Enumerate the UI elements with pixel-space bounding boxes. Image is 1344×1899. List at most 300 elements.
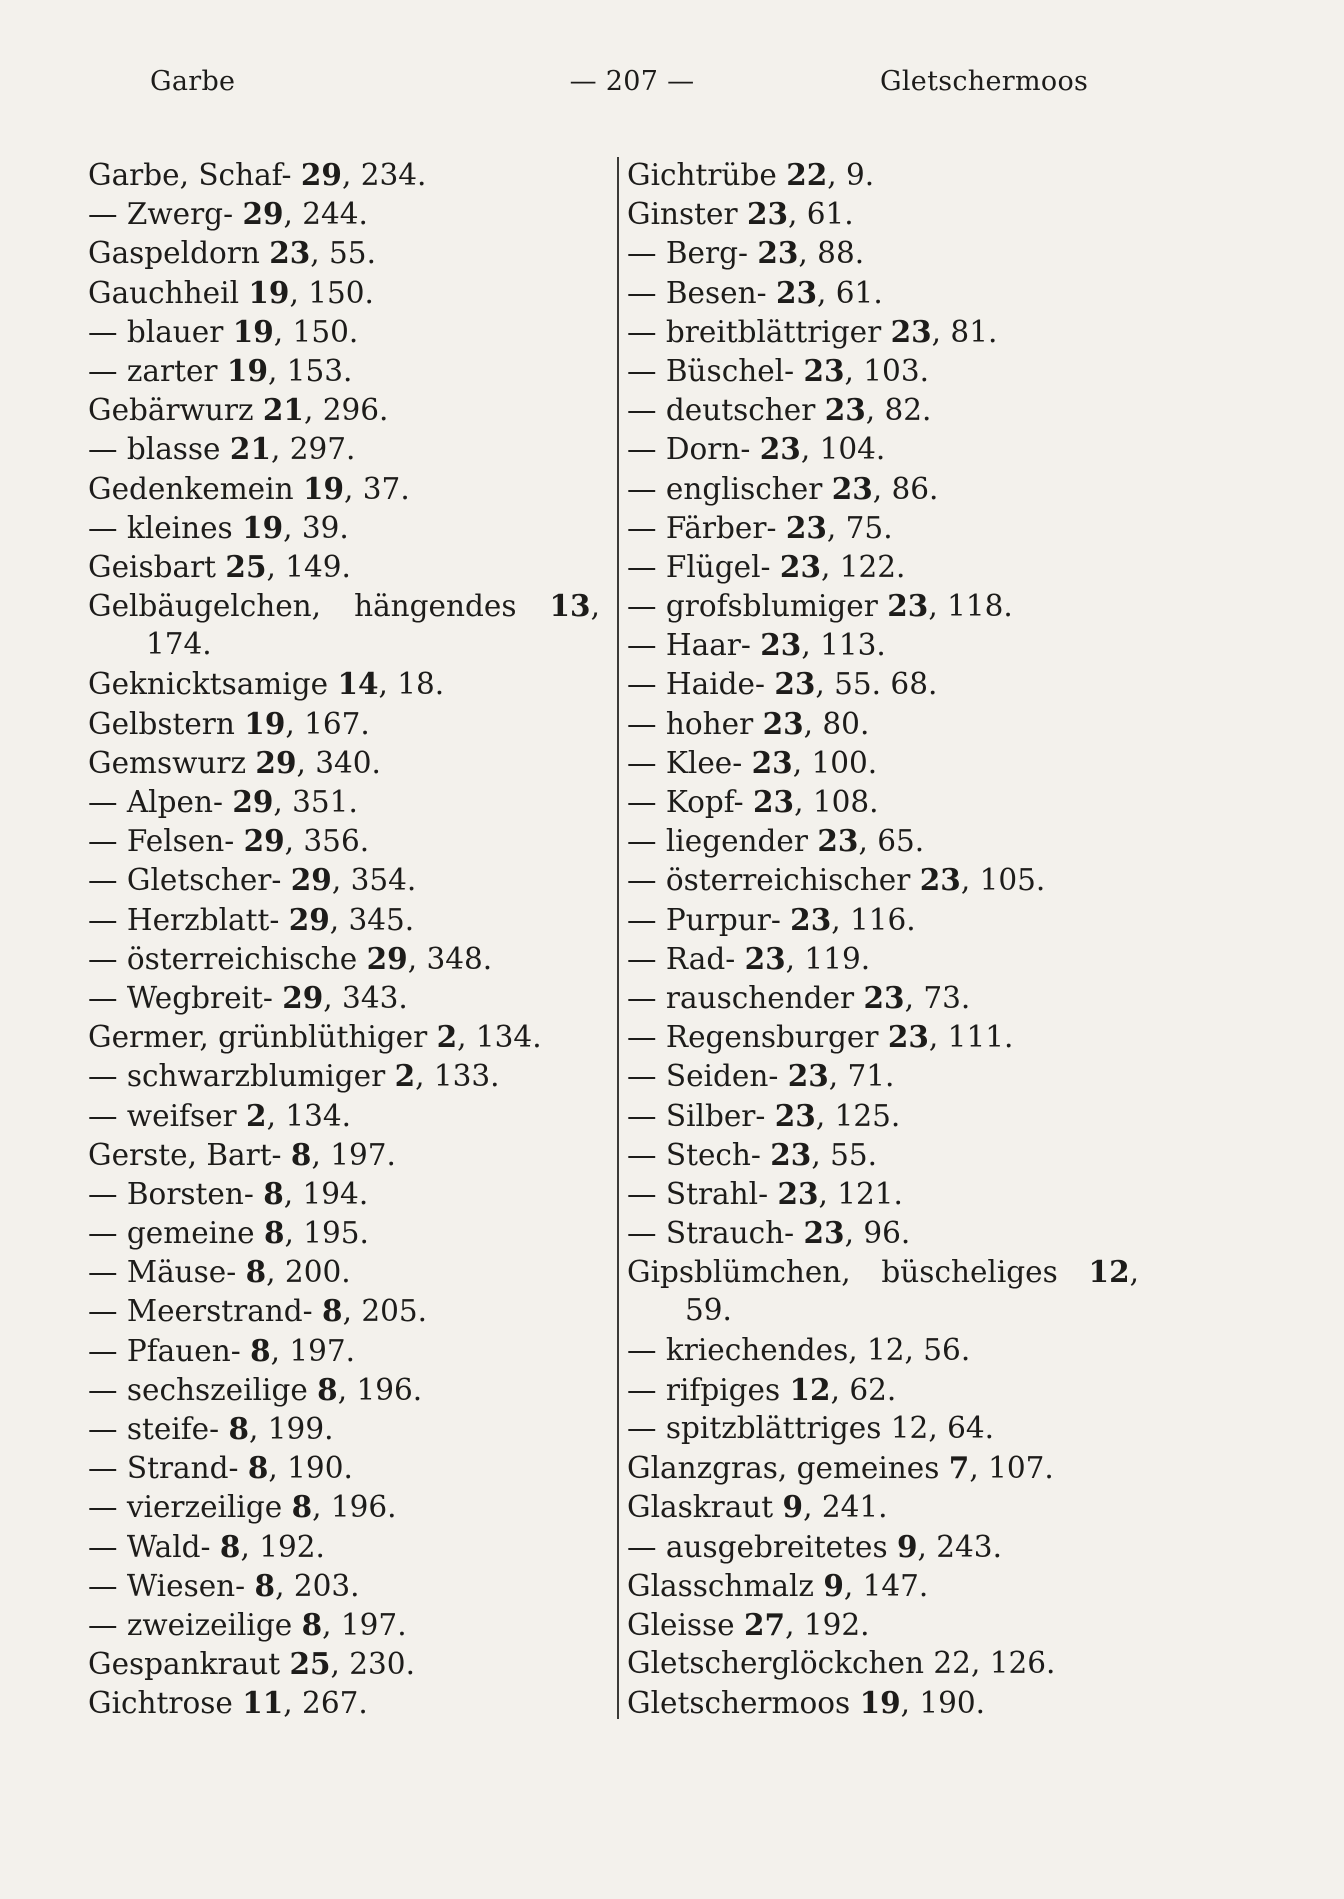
entry-volume: 23 <box>803 1215 845 1251</box>
entry-volume: 8 <box>301 1606 323 1642</box>
index-entry <box>88 1213 608 1252</box>
entry-name: — österreichische <box>88 941 358 976</box>
entry-name: — ausgebreitetes <box>627 1529 888 1564</box>
entry-volume: 29 <box>300 157 342 192</box>
index-entry <box>88 743 608 782</box>
entry-name: — vierzeilige <box>88 1490 283 1525</box>
entry-name: — Herzblatt- <box>88 902 280 937</box>
entry-page: , 75. <box>826 510 893 545</box>
entry-name: — kriechendes, <box>627 1332 858 1367</box>
entry-volume: 29 <box>366 940 408 976</box>
entry-page: 59. <box>685 1293 732 1328</box>
entry-name: Gletschermoos <box>627 1686 851 1721</box>
entry-volume: 29 <box>243 823 285 859</box>
entry-page: , 241. <box>803 1490 888 1525</box>
entry-name: — Färber- <box>627 510 777 545</box>
entry-volume: 13 <box>549 588 591 624</box>
entry-page: , 73. <box>904 980 971 1015</box>
entry-page: , 107. <box>969 1451 1054 1486</box>
entry-name: — sechszeilige <box>88 1372 308 1407</box>
entry-name: — Gletscher- <box>88 863 282 898</box>
index-entry <box>88 233 608 272</box>
entry-name: — schwarzblumiger <box>88 1059 386 1094</box>
column-divider <box>617 157 619 1719</box>
entry-page: , 61. <box>817 275 883 310</box>
entry-name: — Silber- <box>627 1098 766 1133</box>
entry-name: Gipsblümchen, büscheliges <box>627 1255 1058 1290</box>
entry-name: — zarter <box>88 353 218 388</box>
entry-name: Geknicktsamige <box>88 667 329 702</box>
entry-page: , 81. <box>931 314 998 349</box>
entry-page: , 55. <box>310 236 376 271</box>
entry-volume: 29 <box>232 784 274 819</box>
entry-name: — Haide- <box>627 667 765 702</box>
entry-name: — Strahl- <box>627 1176 769 1211</box>
entry-volume: 11 <box>242 1685 284 1721</box>
index-column-left <box>88 155 608 1723</box>
entry-name: — zweizeilige <box>88 1607 293 1642</box>
entry-volume: 23 <box>269 235 311 271</box>
entry-page: , <box>590 589 600 624</box>
index-entry <box>88 939 608 978</box>
entry-name: — Wegbreit- <box>88 980 273 1015</box>
entry-page: , 61. <box>788 197 854 232</box>
entry-name: — Haar- <box>627 628 751 663</box>
entry-page: , 86. <box>872 471 939 506</box>
index-entry <box>627 547 1147 586</box>
entry-page: , 243. <box>917 1529 1002 1564</box>
entry-volume: 23 <box>803 352 845 388</box>
index-entry <box>88 1644 608 1683</box>
entry-page: , 96. <box>844 1216 911 1251</box>
entry-name: — Büschel- <box>627 353 795 388</box>
entry-page: , 340. <box>296 745 381 780</box>
entry-page: , 234. <box>341 158 427 192</box>
index-entry <box>88 1017 608 1056</box>
entry-name: Gleisse <box>627 1607 735 1642</box>
entry-page: , 64. <box>928 1411 994 1445</box>
index-column-right <box>627 155 1147 1723</box>
entry-name: Gerste, Bart- <box>88 1137 282 1172</box>
index-entry <box>88 1605 608 1644</box>
index-entry <box>627 939 1147 978</box>
entry-volume: 9 <box>823 1567 844 1603</box>
index-entry <box>88 1566 608 1605</box>
index-entry <box>88 194 608 233</box>
entry-page: , 205. <box>342 1294 428 1329</box>
entry-page: , 296. <box>303 393 389 428</box>
index-entry <box>627 1487 1147 1526</box>
entry-page: , 149. <box>266 549 351 584</box>
index-entry <box>627 743 1147 782</box>
entry-volume: 23 <box>774 1097 816 1133</box>
entry-page: , 244. <box>283 197 368 232</box>
index-entry <box>627 508 1147 547</box>
entry-volume: 23 <box>887 1019 929 1055</box>
entry-volume: 23 <box>817 823 859 859</box>
index-entry <box>88 429 608 468</box>
entry-page: , 190. <box>268 1451 353 1486</box>
entry-name: — Felsen- <box>88 824 235 859</box>
entry-page: , 111. <box>928 1020 1014 1055</box>
entry-page: , 116. <box>831 902 916 937</box>
entry-name: — Meerstrand- <box>88 1294 313 1329</box>
index-entry <box>627 1683 1147 1722</box>
entry-name: — Besen- <box>627 275 767 310</box>
entry-page: , 230. <box>330 1647 415 1682</box>
entry-volume: 23 <box>919 862 961 898</box>
index-entry <box>88 664 608 703</box>
running-head-left: Garbe <box>150 66 236 97</box>
entry-page: , 121. <box>818 1176 903 1211</box>
index-entry <box>88 1487 608 1526</box>
entry-name: Glanzgras, gemeines <box>627 1451 940 1486</box>
entry-name: — hoher <box>627 706 754 741</box>
entry-name: — Pfauen- <box>88 1333 241 1368</box>
index-entry <box>627 1527 1147 1566</box>
entry-name: — weifser <box>88 1098 237 1133</box>
index-entry <box>88 625 608 664</box>
entry-volume: 19 <box>226 352 268 388</box>
entry-page: , 354. <box>331 863 417 898</box>
entry-page: , 82. <box>865 393 932 428</box>
entry-volume: 23 <box>744 940 786 976</box>
index-entry <box>88 704 608 743</box>
entry-page: , 71. <box>828 1059 895 1094</box>
page-number: — 207 — <box>569 66 695 97</box>
entry-page: , 192. <box>240 1529 325 1564</box>
entry-page: , 103. <box>844 353 929 388</box>
entry-page: , 153. <box>267 353 353 388</box>
entry-page: , 9. <box>827 158 875 192</box>
entry-name: — blasse <box>88 432 221 467</box>
entry-name: Gebärwurz <box>88 393 254 428</box>
entry-name: Gelbstern <box>88 706 235 741</box>
entry-page: , 199. <box>249 1412 334 1446</box>
index-entry <box>88 390 608 429</box>
index-entry <box>88 312 608 351</box>
entry-name: Gichtrübe <box>627 158 777 192</box>
entry-name: Gaspeldorn <box>88 236 260 271</box>
entry-volume: 12 <box>890 1411 929 1445</box>
index-entry <box>88 1291 608 1330</box>
entry-volume: 7 <box>948 1450 970 1486</box>
index-entry <box>627 351 1147 390</box>
entry-volume: 8 <box>317 1371 338 1407</box>
entry-volume: 29 <box>288 901 330 937</box>
entry-page: , 134. <box>266 1098 352 1133</box>
entry-page: , 167. <box>285 706 370 741</box>
entry-name: Glaskraut <box>627 1490 774 1525</box>
entry-volume: 12 <box>1088 1254 1130 1290</box>
entry-page: , 190. <box>900 1686 986 1721</box>
entry-page: , 104. <box>800 432 886 467</box>
entry-volume: 23 <box>774 666 816 702</box>
entry-name: — Borsten- <box>88 1176 254 1211</box>
entry-volume: 23 <box>757 235 799 271</box>
index-entry <box>88 1174 608 1213</box>
entry-page: , 18. <box>378 667 445 702</box>
entry-name: — Seiden- <box>627 1059 779 1094</box>
index-entry <box>627 429 1147 468</box>
entry-name: — englischer <box>627 471 823 506</box>
entry-volume: 23 <box>890 313 932 349</box>
index-entry <box>88 1448 608 1487</box>
entry-volume: 8 <box>247 1450 269 1486</box>
entry-name: — kleines <box>88 510 233 545</box>
entry-volume: 21 <box>262 392 304 428</box>
entry-page: , 119. <box>785 941 871 976</box>
entry-volume: 19 <box>248 274 290 310</box>
entry-volume: 8 <box>290 1136 312 1172</box>
entry-page: , 80. <box>803 706 870 741</box>
entry-page: , 113. <box>801 628 886 663</box>
entry-volume: 19 <box>232 313 274 349</box>
entry-name: Germer, grünblüthiger <box>88 1020 428 1055</box>
entry-page: , 351. <box>273 785 358 819</box>
index-entry <box>627 1213 1147 1252</box>
entry-name: — Stech- <box>627 1137 761 1172</box>
entry-name: — Wiesen- <box>88 1568 246 1603</box>
entry-volume: 25 <box>289 1646 331 1682</box>
index-entry <box>627 1644 1147 1683</box>
entry-volume: 25 <box>225 548 267 584</box>
entry-volume: 23 <box>759 431 801 467</box>
index-entry <box>88 1252 608 1291</box>
entry-page: , <box>1129 1255 1139 1290</box>
index-entry <box>88 1331 608 1370</box>
entry-page: , 194. <box>283 1176 369 1211</box>
entry-name: — Alpen- <box>88 785 223 819</box>
entry-name: — liegender <box>627 824 808 859</box>
entry-volume: 8 <box>263 1175 284 1211</box>
entry-volume: 23 <box>775 274 818 310</box>
entry-page: , 122. <box>820 549 906 584</box>
entry-page: , 100. <box>792 745 878 780</box>
entry-volume: 21 <box>229 431 271 467</box>
entry-name: — Flügel- <box>627 549 771 584</box>
entry-name: — steife- <box>88 1412 220 1446</box>
index-entry <box>627 782 1147 821</box>
entry-name: Glasschmalz <box>627 1568 814 1603</box>
entry-volume: 12 <box>866 1332 905 1367</box>
entry-name: — Regensburger <box>627 1020 879 1055</box>
entry-name: — blauer <box>88 314 224 349</box>
entry-name: — Rad- <box>627 941 736 976</box>
index-entry <box>627 155 1147 194</box>
index-entry <box>88 1370 608 1409</box>
entry-page: , 200. <box>266 1255 351 1290</box>
index-entry <box>627 1291 1147 1330</box>
entry-volume: 2 <box>246 1097 267 1133</box>
entry-volume: 19 <box>302 470 345 506</box>
entry-page: , 348. <box>407 941 493 976</box>
index-entry <box>627 1448 1147 1487</box>
entry-volume: 8 <box>322 1293 343 1329</box>
index-entry <box>88 1683 608 1722</box>
entry-name: Gedenkemein <box>88 471 294 506</box>
entry-page: , 126. <box>970 1646 1056 1681</box>
entry-name: — deutscher <box>627 393 816 428</box>
entry-name: Gespankraut <box>88 1647 281 1682</box>
entry-name: Gichtrose <box>88 1686 233 1721</box>
index-entry <box>627 233 1147 272</box>
index-entry <box>88 273 608 312</box>
entry-volume: 29 <box>242 196 284 232</box>
entry-page: 174. <box>146 627 212 662</box>
entry-name: Gauchheil <box>88 275 240 310</box>
entry-name: — rifpiges <box>627 1372 781 1407</box>
index-entry <box>627 1135 1147 1174</box>
index-entry <box>627 1252 1139 1291</box>
index-entry <box>88 1135 608 1174</box>
entry-volume: 23 <box>746 196 789 232</box>
index-entry <box>88 508 608 547</box>
entry-page: , 134. <box>457 1020 542 1055</box>
entry-name: — breitblättriger <box>627 314 882 349</box>
entry-volume: 19 <box>244 705 286 741</box>
entry-name: — Purpur- <box>627 902 781 937</box>
entry-volume: 8 <box>263 1215 285 1251</box>
entry-volume: 23 <box>779 548 821 584</box>
index-entry <box>627 1605 1147 1644</box>
entry-volume: 8 <box>254 1567 276 1603</box>
index-entry <box>627 1566 1147 1605</box>
entry-name: — Dorn- <box>627 432 751 467</box>
index-entry <box>88 900 608 939</box>
entry-volume: 23 <box>863 979 905 1015</box>
entry-page: , 150. <box>289 275 374 310</box>
entry-name: — Berg- <box>627 236 748 271</box>
entry-name: — Mäuse- <box>88 1255 237 1290</box>
entry-volume: 23 <box>831 470 873 506</box>
entry-name: — grofsblumiger <box>627 589 878 624</box>
entry-volume: 23 <box>760 627 802 663</box>
index-entry <box>88 782 608 821</box>
entry-volume: 22 <box>786 157 828 192</box>
index-entry <box>627 625 1147 664</box>
entry-page: , 125. <box>815 1098 901 1133</box>
entry-page: , 203. <box>275 1568 360 1603</box>
index-entry <box>627 273 1147 312</box>
entry-volume: 23 <box>790 901 832 937</box>
entry-page: , 55. 68. <box>815 667 938 702</box>
index-entry <box>627 1370 1147 1409</box>
entry-page: , 65. <box>858 824 925 859</box>
entry-name: — Kopf- <box>627 785 744 819</box>
entry-page: , 105. <box>960 863 1046 898</box>
index-entry <box>627 1331 1147 1370</box>
entry-volume: 2 <box>436 1019 458 1055</box>
entry-name: Gletscherglöckchen <box>627 1646 924 1681</box>
entry-page: , 197. <box>311 1137 396 1172</box>
entry-page: , 267. <box>283 1686 368 1721</box>
entry-volume: 27 <box>744 1606 786 1642</box>
entry-volume: 23 <box>751 744 793 780</box>
running-head-right: Gletschermoos <box>880 66 1089 97</box>
index-entry <box>627 664 1147 703</box>
entry-volume: 19 <box>859 1685 901 1721</box>
entry-name: — Strand- <box>88 1451 239 1486</box>
entry-page: , 39. <box>283 510 349 545</box>
entry-page: , 133. <box>415 1059 500 1094</box>
index-entry <box>627 1056 1147 1095</box>
index-entry <box>627 821 1147 860</box>
index-entry <box>627 704 1147 743</box>
entry-volume: 29 <box>282 979 324 1015</box>
entry-page: , 345. <box>329 902 415 937</box>
index-entry <box>627 1096 1147 1135</box>
entry-volume: 9 <box>896 1528 918 1564</box>
entry-name: Geisbart <box>88 549 217 584</box>
entry-page: , 297. <box>270 432 356 467</box>
entry-volume: 23 <box>824 392 866 428</box>
entry-volume: 8 <box>291 1489 313 1525</box>
entry-name: Gemswurz <box>88 745 247 780</box>
index-entry <box>88 1409 608 1448</box>
entry-volume: 23 <box>762 705 804 741</box>
entry-name: — Strauch- <box>627 1216 795 1251</box>
entry-page: , 192. <box>785 1607 870 1642</box>
entry-volume: 12 <box>789 1371 831 1407</box>
entry-name: — Zwerg- <box>88 197 234 232</box>
entry-volume: 14 <box>337 666 379 702</box>
entry-page: , 195. <box>284 1216 369 1251</box>
entry-volume: 23 <box>777 1175 819 1211</box>
entry-name: — Wald- <box>88 1529 211 1564</box>
entry-page: , 37. <box>344 471 410 506</box>
entry-volume: 23 <box>770 1136 812 1172</box>
index-entry <box>88 1096 608 1135</box>
entry-page: , 343. <box>323 980 408 1015</box>
entry-volume: 8 <box>228 1411 250 1446</box>
entry-volume: 23 <box>785 509 827 545</box>
index-entry <box>88 1056 608 1095</box>
index-entry <box>627 900 1147 939</box>
entry-volume: 8 <box>250 1332 271 1368</box>
entry-page: , 108. <box>794 785 879 819</box>
index-entry <box>627 1174 1147 1213</box>
index-entry <box>88 469 608 508</box>
entry-name: Ginster <box>627 197 738 232</box>
index-entry <box>88 547 608 586</box>
index-entry <box>627 194 1147 233</box>
entry-name: — spitzblättriges <box>627 1411 882 1445</box>
entry-page: , 55. <box>811 1137 878 1172</box>
entry-page: , 56. <box>904 1332 971 1367</box>
index-entry <box>88 821 608 860</box>
entry-page: , 88. <box>798 236 865 271</box>
index-entry <box>627 390 1147 429</box>
entry-page: , 197. <box>322 1607 407 1642</box>
index-entry <box>627 469 1147 508</box>
entry-name: Garbe, Schaf- <box>88 158 292 192</box>
index-entry <box>627 860 1147 899</box>
entry-page: , 118. <box>928 589 1013 624</box>
index-entry <box>627 1409 1147 1448</box>
index-entry <box>88 351 608 390</box>
entry-name: — Klee- <box>627 745 743 780</box>
index-entry <box>88 1527 608 1566</box>
entry-page: , 196. <box>312 1490 397 1525</box>
entry-volume: 23 <box>887 588 929 624</box>
entry-volume: 23 <box>787 1058 829 1094</box>
entry-name: — gemeine <box>88 1216 255 1251</box>
index-entry <box>627 978 1147 1017</box>
entry-name: Gelbäugelchen, hängendes <box>88 589 517 624</box>
entry-page: , 147. <box>843 1568 929 1603</box>
entry-volume: 29 <box>255 744 297 780</box>
